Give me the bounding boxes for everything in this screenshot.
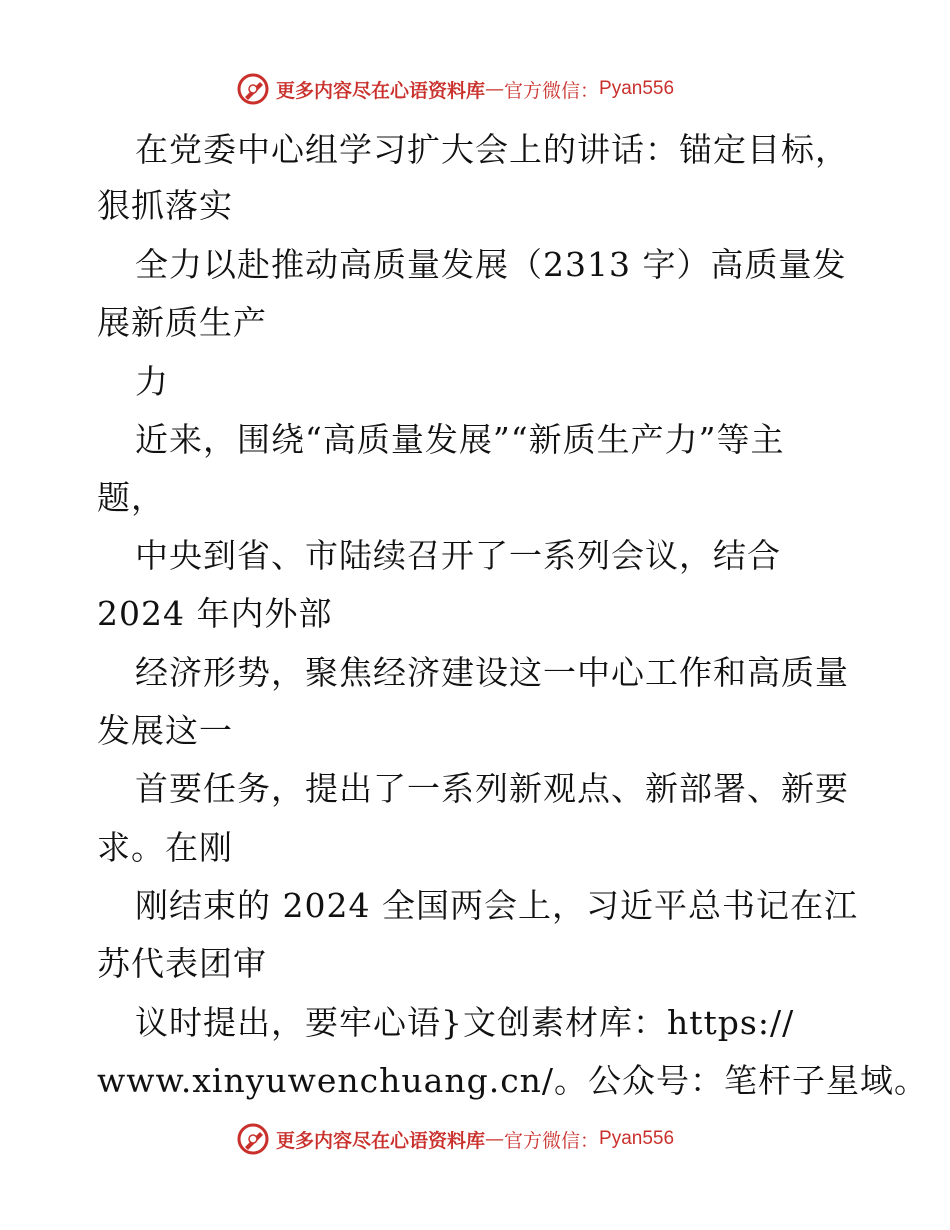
pen-logo-icon: [236, 1122, 270, 1156]
body-line: 议时提出，要牢心语}文创素材库：https://: [135, 1003, 795, 1042]
body-line: 狠抓落实: [97, 186, 233, 225]
footer-wechat-label: 官方微信：: [504, 1129, 600, 1152]
body-line: 全力以赴推动高质量发展（2313 字）高质量发: [135, 245, 847, 284]
body-line: 题，: [97, 478, 165, 517]
footer-banner-separator: —: [485, 1128, 505, 1150]
body-line: 中央到省、市陆续召开了一系列会议，结合: [135, 536, 781, 575]
body-line: 苏代表团审: [97, 944, 267, 983]
body-line: 刚结束的 2024 全国两会上，习近平总书记在江: [135, 886, 858, 925]
body-line: 首要任务，提出了一系列新观点、新部署、新要: [135, 769, 849, 808]
footer-watermark-banner: [236, 1122, 674, 1156]
body-line: 求。在刚: [97, 828, 233, 867]
pen-logo-icon: [236, 72, 270, 106]
body-line: 在党委中心组学习扩大会上的讲话：锚定目标，: [135, 130, 849, 169]
header-wechat-label: 官方微信：: [504, 79, 600, 102]
header-watermark-banner: [236, 72, 674, 106]
body-line: 力: [135, 362, 169, 401]
footer-banner-text: 更多内容尽在心语资料库: [276, 1129, 486, 1152]
body-line: www.xinyuwenchuang.cn/。公众号：笔杆子星域。: [97, 1061, 929, 1100]
body-line: 发展这一: [97, 711, 233, 750]
body-line: 展新质生产: [97, 303, 267, 342]
body-line: 经济形势，聚焦经济建设这一中心工作和高质量: [135, 653, 849, 692]
header-banner-text: 更多内容尽在心语资料库: [276, 79, 486, 102]
body-line: 近来，围绕“高质量发展”“新质生产力”等主: [135, 420, 785, 459]
body-line: 2024 年内外部: [97, 594, 333, 633]
header-wechat-id: Pyan556: [599, 78, 675, 99]
footer-wechat-id: Pyan556: [599, 1128, 675, 1149]
header-banner-separator: —: [485, 78, 505, 100]
